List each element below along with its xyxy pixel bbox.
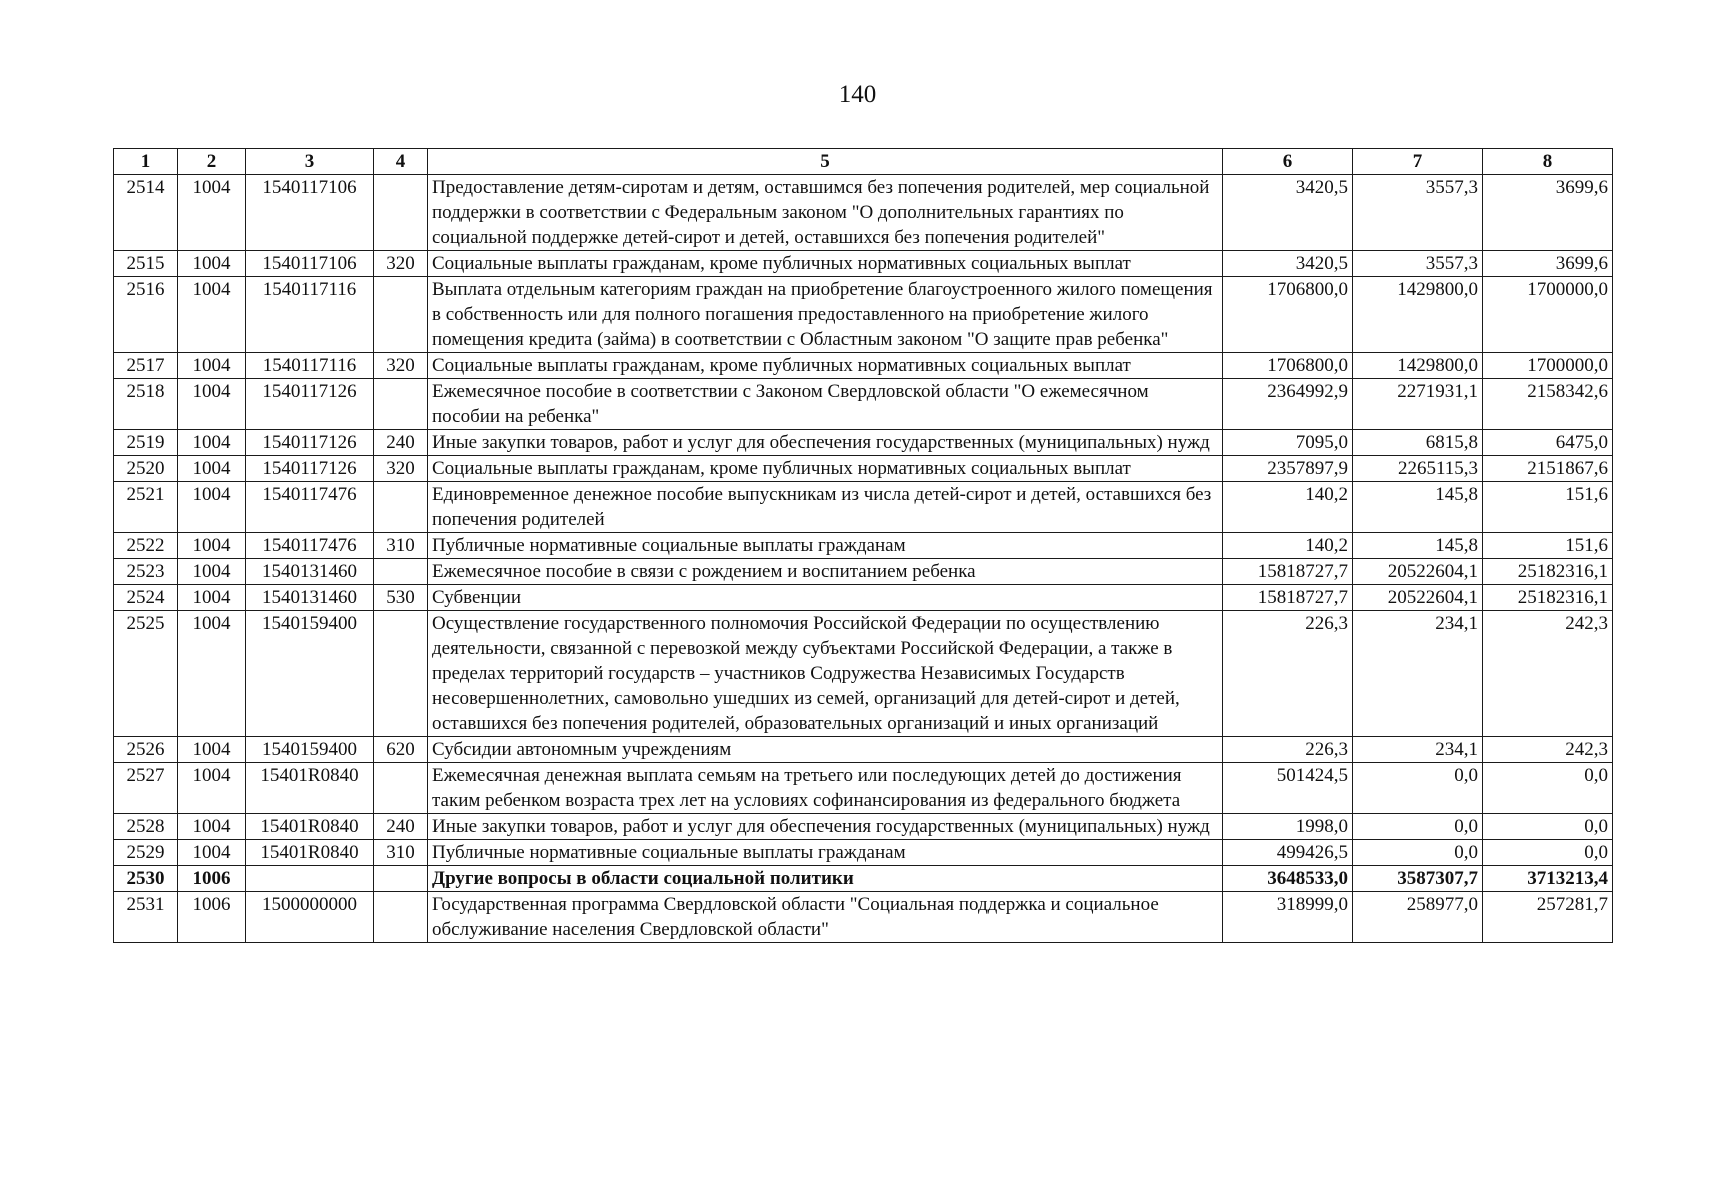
item-name-cell: Иные закупки товаров, работ и услуг для обеспечения государственных (муниципальных) нужд — [428, 430, 1223, 456]
item-name-cell: Осуществление государственного полномочия Российской Федерации по осуществлению деятельности, связанной с перевозкой между субъектами Российской Федерации, а также в пределах территорий государств – участников Содружества Независимых Государств несовершеннолетних, самовольно ушедших из семей, организаций для детей-сирот и детей, оставшихся без попечения родителей, образовательных организаций и иных организаций — [428, 611, 1223, 737]
amount-year1-cell: 3420,5 — [1223, 251, 1353, 277]
section-code-cell: 1004 — [178, 277, 246, 353]
target-article-code-cell: 15401R0840 — [246, 814, 374, 840]
target-article-code-cell: 1540117126 — [246, 379, 374, 430]
amount-year2-cell: 3557,3 — [1353, 251, 1483, 277]
target-article-code-cell: 15401R0840 — [246, 763, 374, 814]
item-name-cell: Ежемесячная денежная выплата семьям на третьего или последующих детей до достижения таким ребенком возраста трех лет на условиях софинансирования из федерального бюджета — [428, 763, 1223, 814]
table-row — [114, 763, 1613, 814]
amount-year3-cell: 3699,6 — [1483, 175, 1613, 251]
table-row — [114, 611, 1613, 737]
header-cell: 3 — [246, 149, 374, 175]
expense-type-code-cell — [374, 866, 428, 892]
amount-year1-cell: 2364992,9 — [1223, 379, 1353, 430]
expense-type-code-cell: 240 — [374, 430, 428, 456]
item-name-cell: Ежемесячное пособие в соответствии с Законом Свердловской области "О ежемесячном пособии на ребенка" — [428, 379, 1223, 430]
section-code-cell: 1004 — [178, 763, 246, 814]
row-number-cell: 2514 — [114, 175, 178, 251]
header-cell: 4 — [374, 149, 428, 175]
section-code-cell: 1004 — [178, 482, 246, 533]
section-code-cell: 1004 — [178, 585, 246, 611]
item-name-cell: Ежемесячное пособие в связи с рождением и воспитанием ребенка — [428, 559, 1223, 585]
target-article-code-cell: 1540117116 — [246, 277, 374, 353]
amount-year2-cell: 1429800,0 — [1353, 277, 1483, 353]
table-row — [114, 892, 1613, 943]
amount-year1-cell: 15818727,7 — [1223, 585, 1353, 611]
expense-type-code-cell — [374, 277, 428, 353]
item-name-cell: Иные закупки товаров, работ и услуг для обеспечения государственных (муниципальных) нужд — [428, 814, 1223, 840]
target-article-code-cell: 1540131460 — [246, 559, 374, 585]
expense-type-code-cell — [374, 175, 428, 251]
expense-type-code-cell: 240 — [374, 814, 428, 840]
amount-year2-cell: 234,1 — [1353, 737, 1483, 763]
expense-type-code-cell: 620 — [374, 737, 428, 763]
amount-year1-cell: 318999,0 — [1223, 892, 1353, 943]
row-number-cell: 2518 — [114, 379, 178, 430]
item-name-cell: Социальные выплаты гражданам, кроме публичных нормативных социальных выплат — [428, 456, 1223, 482]
amount-year1-cell: 499426,5 — [1223, 840, 1353, 866]
target-article-code-cell: 1540117116 — [246, 353, 374, 379]
item-name-cell: Субсидии автономным учреждениям — [428, 737, 1223, 763]
section-code-cell: 1004 — [178, 251, 246, 277]
expense-type-code-cell — [374, 892, 428, 943]
row-number-cell: 2527 — [114, 763, 178, 814]
table-row — [114, 482, 1613, 533]
section-code-cell: 1006 — [178, 892, 246, 943]
amount-year1-cell: 140,2 — [1223, 482, 1353, 533]
expense-type-code-cell: 310 — [374, 533, 428, 559]
row-number-cell: 2520 — [114, 456, 178, 482]
target-article-code-cell: 1540117126 — [246, 430, 374, 456]
amount-year3-cell: 2158342,6 — [1483, 379, 1613, 430]
target-article-code-cell — [246, 866, 374, 892]
target-article-code-cell: 1540117106 — [246, 251, 374, 277]
expense-type-code-cell — [374, 379, 428, 430]
amount-year2-cell: 145,8 — [1353, 533, 1483, 559]
amount-year1-cell: 15818727,7 — [1223, 559, 1353, 585]
row-number-cell: 2517 — [114, 353, 178, 379]
amount-year3-cell: 1700000,0 — [1483, 353, 1613, 379]
amount-year3-cell: 0,0 — [1483, 763, 1613, 814]
row-number-cell: 2526 — [114, 737, 178, 763]
table-row — [114, 175, 1613, 251]
row-number-cell: 2516 — [114, 277, 178, 353]
amount-year2-cell: 0,0 — [1353, 840, 1483, 866]
row-number-cell: 2522 — [114, 533, 178, 559]
section-code-cell: 1004 — [178, 559, 246, 585]
amount-year1-cell: 501424,5 — [1223, 763, 1353, 814]
amount-year2-cell: 0,0 — [1353, 814, 1483, 840]
amount-year2-cell: 6815,8 — [1353, 430, 1483, 456]
item-name-cell: Социальные выплаты гражданам, кроме публичных нормативных социальных выплат — [428, 251, 1223, 277]
amount-year3-cell: 151,6 — [1483, 482, 1613, 533]
table-row — [114, 379, 1613, 430]
amount-year3-cell: 25182316,1 — [1483, 559, 1613, 585]
table-row — [114, 585, 1613, 611]
amount-year2-cell: 234,1 — [1353, 611, 1483, 737]
section-code-cell: 1004 — [178, 379, 246, 430]
header-cell: 5 — [428, 149, 1223, 175]
amount-year2-cell: 2271931,1 — [1353, 379, 1483, 430]
row-number-cell: 2523 — [114, 559, 178, 585]
header-cell: 6 — [1223, 149, 1353, 175]
amount-year3-cell: 242,3 — [1483, 737, 1613, 763]
table-row — [114, 353, 1613, 379]
amount-year2-cell: 3557,3 — [1353, 175, 1483, 251]
expense-type-code-cell: 320 — [374, 353, 428, 379]
row-number-cell: 2529 — [114, 840, 178, 866]
expense-type-code-cell: 310 — [374, 840, 428, 866]
expense-type-code-cell: 530 — [374, 585, 428, 611]
amount-year3-cell: 6475,0 — [1483, 430, 1613, 456]
item-name-cell: Социальные выплаты гражданам, кроме публичных нормативных социальных выплат — [428, 353, 1223, 379]
amount-year3-cell: 257281,7 — [1483, 892, 1613, 943]
target-article-code-cell: 1540117106 — [246, 175, 374, 251]
amount-year1-cell: 1706800,0 — [1223, 353, 1353, 379]
amount-year2-cell: 145,8 — [1353, 482, 1483, 533]
amount-year1-cell: 7095,0 — [1223, 430, 1353, 456]
target-article-code-cell: 1540117126 — [246, 456, 374, 482]
header-cell: 7 — [1353, 149, 1483, 175]
section-code-cell: 1004 — [178, 611, 246, 737]
amount-year3-cell: 151,6 — [1483, 533, 1613, 559]
header-cell: 1 — [114, 149, 178, 175]
row-number-cell: 2525 — [114, 611, 178, 737]
amount-year2-cell: 20522604,1 — [1353, 559, 1483, 585]
amount-year1-cell: 1998,0 — [1223, 814, 1353, 840]
table-row — [114, 277, 1613, 353]
amount-year3-cell: 3699,6 — [1483, 251, 1613, 277]
row-number-cell: 2521 — [114, 482, 178, 533]
item-name-cell: Предоставление детям-сиротам и детям, оставшимся без попечения родителей, мер социальной поддержки в соответствии с Федеральным законом "О дополнительных гарантиях по социальной поддержке детей-сирот и детей, оставшихся без попечения родителей" — [428, 175, 1223, 251]
header-cell: 8 — [1483, 149, 1613, 175]
section-code-cell: 1004 — [178, 840, 246, 866]
expense-type-code-cell — [374, 611, 428, 737]
table-body — [114, 175, 1613, 943]
target-article-code-cell: 1540159400 — [246, 737, 374, 763]
amount-year3-cell: 1700000,0 — [1483, 277, 1613, 353]
expense-type-code-cell: 320 — [374, 456, 428, 482]
row-number-cell: 2528 — [114, 814, 178, 840]
section-code-cell: 1004 — [178, 814, 246, 840]
expense-type-code-cell: 320 — [374, 251, 428, 277]
amount-year1-cell: 140,2 — [1223, 533, 1353, 559]
section-code-cell: 1004 — [178, 533, 246, 559]
section-code-cell: 1004 — [178, 456, 246, 482]
amount-year1-cell: 2357897,9 — [1223, 456, 1353, 482]
amount-year3-cell: 2151867,6 — [1483, 456, 1613, 482]
item-name-cell: Выплата отдельным категориям граждан на приобретение благоустроенного жилого помещения в собственность или для полного погашения предоставленного на приобретение жилого помещения кредита (займа) в соответствии с Областным законом "О защите прав ребенка" — [428, 277, 1223, 353]
amount-year2-cell: 20522604,1 — [1353, 585, 1483, 611]
item-name-cell: Единовременное денежное пособие выпускникам из числа детей-сирот и детей, оставшихся без попечения родителей — [428, 482, 1223, 533]
item-name-cell: Государственная программа Свердловской области "Социальная поддержка и социальное обслуживание населения Свердловской области" — [428, 892, 1223, 943]
amount-year3-cell: 25182316,1 — [1483, 585, 1613, 611]
expense-type-code-cell — [374, 559, 428, 585]
amount-year2-cell: 2265115,3 — [1353, 456, 1483, 482]
amount-year3-cell: 242,3 — [1483, 611, 1613, 737]
target-article-code-cell: 1540131460 — [246, 585, 374, 611]
budget-table — [113, 148, 1613, 943]
item-name-cell: Другие вопросы в области социальной политики — [428, 866, 1223, 892]
header-cell: 2 — [178, 149, 246, 175]
amount-year2-cell: 1429800,0 — [1353, 353, 1483, 379]
section-code-cell: 1004 — [178, 737, 246, 763]
item-name-cell: Публичные нормативные социальные выплаты гражданам — [428, 840, 1223, 866]
target-article-code-cell: 1500000000 — [246, 892, 374, 943]
target-article-code-cell: 1540159400 — [246, 611, 374, 737]
header-row — [114, 149, 1613, 175]
table-row — [114, 251, 1613, 277]
section-code-cell: 1004 — [178, 175, 246, 251]
amount-year1-cell: 226,3 — [1223, 611, 1353, 737]
amount-year3-cell: 0,0 — [1483, 814, 1613, 840]
section-code-cell: 1006 — [178, 866, 246, 892]
table-row — [114, 814, 1613, 840]
target-article-code-cell: 15401R0840 — [246, 840, 374, 866]
table-row — [114, 456, 1613, 482]
expense-type-code-cell — [374, 482, 428, 533]
row-number-cell: 2530 — [114, 866, 178, 892]
item-name-cell: Публичные нормативные социальные выплаты гражданам — [428, 533, 1223, 559]
amount-year2-cell: 0,0 — [1353, 763, 1483, 814]
section-code-cell: 1004 — [178, 353, 246, 379]
page-number: 140 — [838, 81, 877, 108]
target-article-code-cell: 1540117476 — [246, 533, 374, 559]
amount-year3-cell: 0,0 — [1483, 840, 1613, 866]
item-name-cell: Субвенции — [428, 585, 1223, 611]
section-code-cell: 1004 — [178, 430, 246, 456]
row-number-cell: 2519 — [114, 430, 178, 456]
row-number-cell: 2524 — [114, 585, 178, 611]
expense-type-code-cell — [374, 763, 428, 814]
amount-year2-cell: 258977,0 — [1353, 892, 1483, 943]
amount-year1-cell: 1706800,0 — [1223, 277, 1353, 353]
table-row — [114, 840, 1613, 866]
amount-year3-cell: 3713213,4 — [1483, 866, 1613, 892]
row-number-cell: 2515 — [114, 251, 178, 277]
table-row — [114, 737, 1613, 763]
table-row — [114, 866, 1613, 892]
amount-year1-cell: 3420,5 — [1223, 175, 1353, 251]
table-row — [114, 533, 1613, 559]
amount-year1-cell: 226,3 — [1223, 737, 1353, 763]
table-row — [114, 430, 1613, 456]
target-article-code-cell: 1540117476 — [246, 482, 374, 533]
amount-year1-cell: 3648533,0 — [1223, 866, 1353, 892]
row-number-cell: 2531 — [114, 892, 178, 943]
amount-year2-cell: 3587307,7 — [1353, 866, 1483, 892]
table-row — [114, 559, 1613, 585]
